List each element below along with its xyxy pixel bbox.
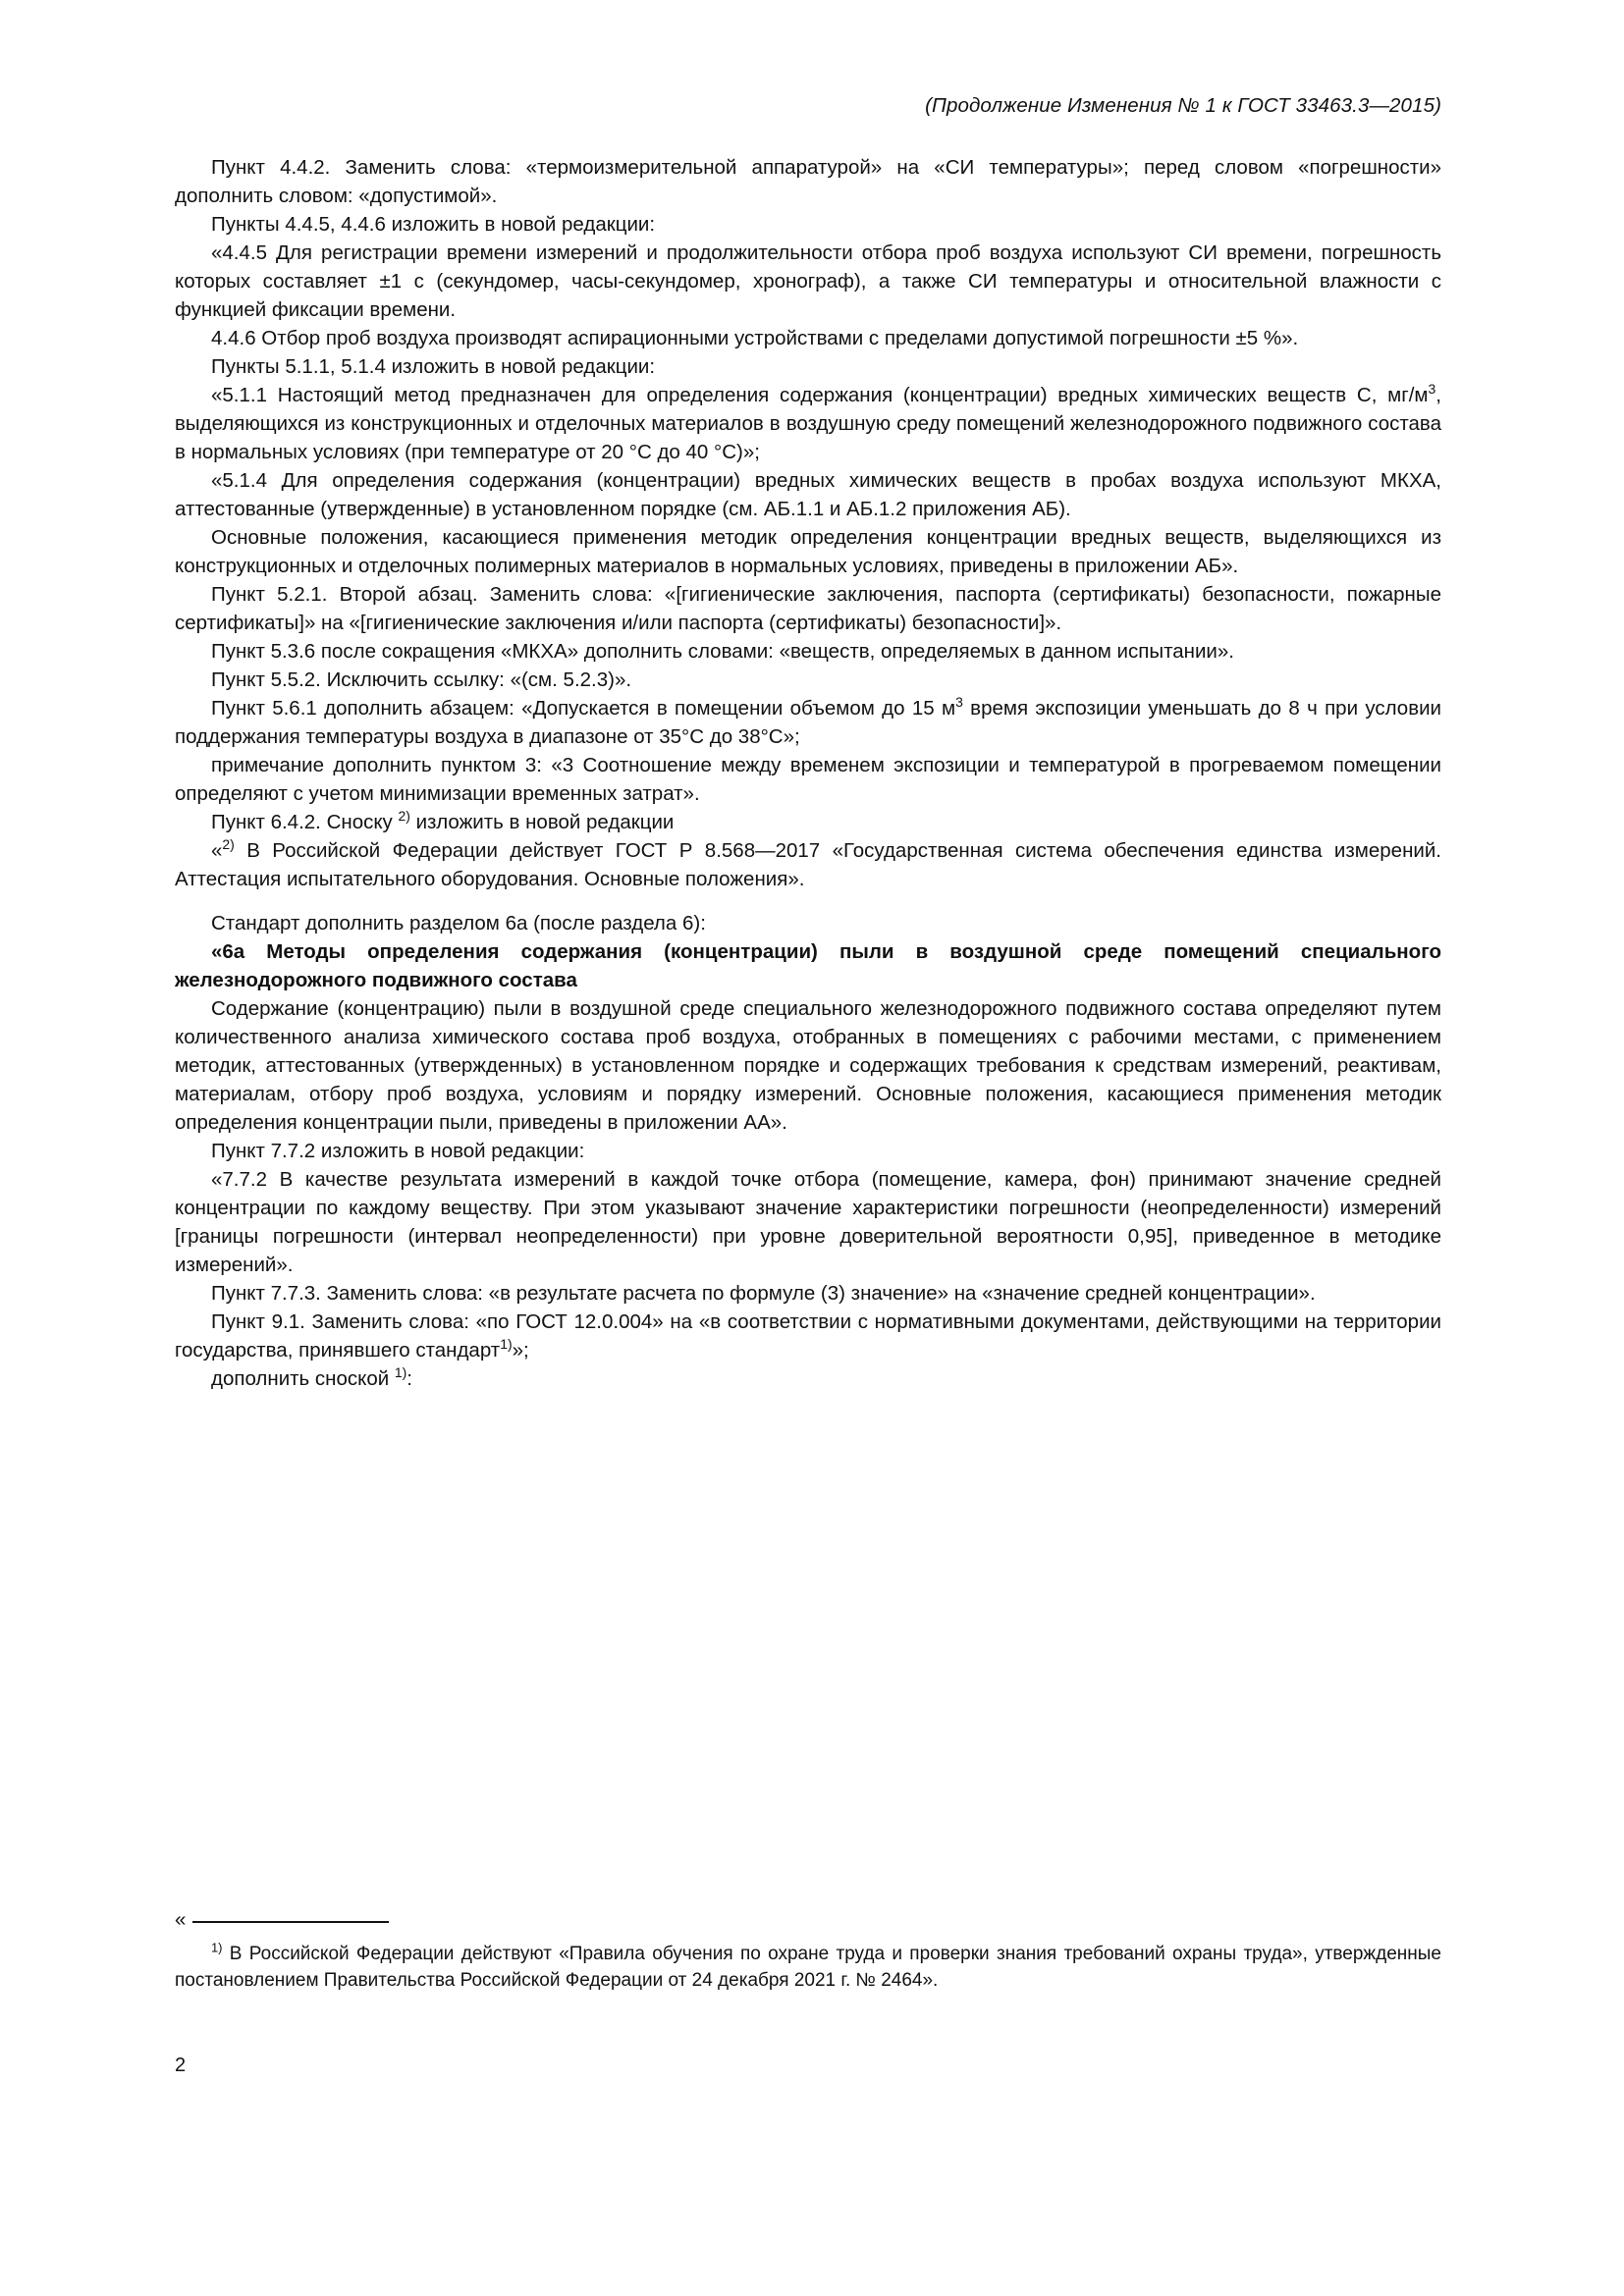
paragraph: примечание дополнить пунктом 3: «3 Соотношение между временем экспозиции и температурой в прогреваемом помещении определяют с учетом минимизации временных затрат». bbox=[175, 754, 1441, 805]
paragraph: Стандарт дополнить разделом 6а (после раздела 6): bbox=[211, 912, 706, 934]
paragraph: Пункт 7.7.2 изложить в новой редакции: bbox=[211, 1140, 585, 1162]
paragraph: Пункт 5.2.1. Второй абзац. Заменить слова: «[гигиенические заключения, паспорта (сертификаты) безопасности, пожарные сертификаты]» на «[гигиенические заключения и/или паспорта (сертификаты) безопасности]». bbox=[175, 583, 1441, 634]
paragraph: «6а Методы определения содержания (концентрации) пыли в воздушной среде помещений специального железнодорожного подвижного состава bbox=[175, 940, 1441, 991]
paragraph: «5.1.1 Настоящий метод предназначен для определения содержания (концентрации) вредных химических веществ С, $мг/м^3$, выделяющихся из конструкционных и отделочных материалов в воздушную среду помещений железнодорожного подвижного состава в нормальных условиях (при температуре от 20 °С до 40 °С)»; bbox=[175, 381, 1441, 463]
running-header: (Продолжение Изменения № 1 к ГОСТ 33463.3—2015) bbox=[925, 94, 1441, 117]
footnote-open-quote: « bbox=[175, 1908, 187, 1931]
paragraph: Пункт 9.1. Заменить слова: «по ГОСТ 12.0.004» на «в соответствии с нормативными документами, действующими на территории государства, принявшего стандарт$^{1)}$»; bbox=[175, 1310, 1441, 1362]
paragraph: Пункт 5.5.2. Исключить ссылку: «(см. 5.2.3)». bbox=[211, 668, 632, 691]
paragraph: Пункт 5.3.6 после сокращения «МКХА» дополнить словами: «веществ, определяемых в данном испытании». bbox=[211, 640, 1234, 663]
page-content bbox=[175, 94, 1441, 1393]
page-number: 2 bbox=[175, 2055, 187, 2076]
paragraph: «4.4.5 Для регистрации времени измерений и продолжительности отбора проб воздуха используют СИ времени, погрешность которых составляет ±1 с (секундомер, часы-секундомер, хронограф), а также СИ температуры и относительной влажности с функцией фиксации времени. bbox=[175, 241, 1441, 321]
paragraph: Пункт 6.4.2. Сноску $^{2)}$ изложить в новой редакции bbox=[211, 808, 675, 833]
paragraph: «$^{2)}$ В Российской Федерации действует ГОСТ Р 8.568—2017 «Государственная система обеспечения единства измерений. Аттестация испытательного оборудования. Основные положения». bbox=[175, 836, 1441, 890]
paragraph: Пункты 5.1.1, 5.1.4 изложить в новой редакции: bbox=[211, 355, 656, 378]
footnotes bbox=[175, 1942, 1441, 1995]
paragraph: «5.1.4 Для определения содержания (концентрации) вредных химических веществ в пробах воздуха используют МКХА, аттестованные (утвержденные) в установленном порядке (см. АБ.1.1 и АБ.1.2 приложения АБ). bbox=[175, 469, 1441, 520]
body-text bbox=[175, 153, 1441, 1393]
paragraph: Содержание (концентрацию) пыли в воздушной среде специального железнодорожного подвижного состава определяют путем количественного анализа химического состава проб воздуха, отобранных в помещениях с рабочими местами, с применением методик, аттестованных (утвержденных) в установленном порядке и содержащих требования к средствам измерений, реактивам, материалам, отбору проб воздуха, условиям и порядку измерений. Основные положения, касающиеся применения методик определения концентрации пыли, приведены в приложении АА». bbox=[175, 997, 1441, 1134]
paragraph: 4.4.6 Отбор проб воздуха производят аспирационными устройствами с пределами допустимой погрешности ±5 %». bbox=[211, 327, 1299, 349]
paragraph: Пункт 5.6.1 дополнить абзацем: «Допускается в помещении объемом до 15 $м^3$ время экспозиции уменьшать до 8 ч при условии поддержания температуры воздуха в диапазоне от 35°С до 38°С»; bbox=[175, 694, 1441, 748]
paragraph: Пункт 7.7.3. Заменить слова: «в результате расчета по формуле (3) значение» на «значение средней концентрации». bbox=[211, 1282, 1316, 1305]
paragraph: дополнить сноской $^{1)}$: bbox=[211, 1364, 412, 1390]
paragraph: Пункты 4.4.5, 4.4.6 изложить в новой редакции: bbox=[211, 213, 656, 236]
paragraph: Основные положения, касающиеся применения методик определения концентрации вредных веществ, выделяющихся из конструкционных и отделочных полимерных материалов в нормальных условиях, приведены в приложении АБ». bbox=[175, 526, 1441, 577]
footnote-divider bbox=[192, 1921, 389, 1923]
paragraph: «7.7.2 В качестве результата измерений в каждой точке отбора (помещение, камера, фон) принимают значение средней концентрации по каждому веществу. При этом указывают значение характеристики погрешности (неопределенности) измерений [границы погрешности (интервал неопределенности) при уровне доверительной вероятности 0,95], приведенное в методике измерений». bbox=[175, 1168, 1441, 1276]
footnote: $^{1)}$ В Российской Федерации действуют «Правила обучения по охране труда и проверки знания требований охраны труда», утвержденные постановлением Правительства Российской Федерации от 24 декабря 2021 г. № 2464». bbox=[175, 1940, 1441, 1991]
paragraph: Пункт 4.4.2. Заменить слова: «термоизмерительной аппаратурой» на «СИ температуры»; перед словом «погрешности» дополнить словом: «допустимой». bbox=[175, 156, 1441, 207]
